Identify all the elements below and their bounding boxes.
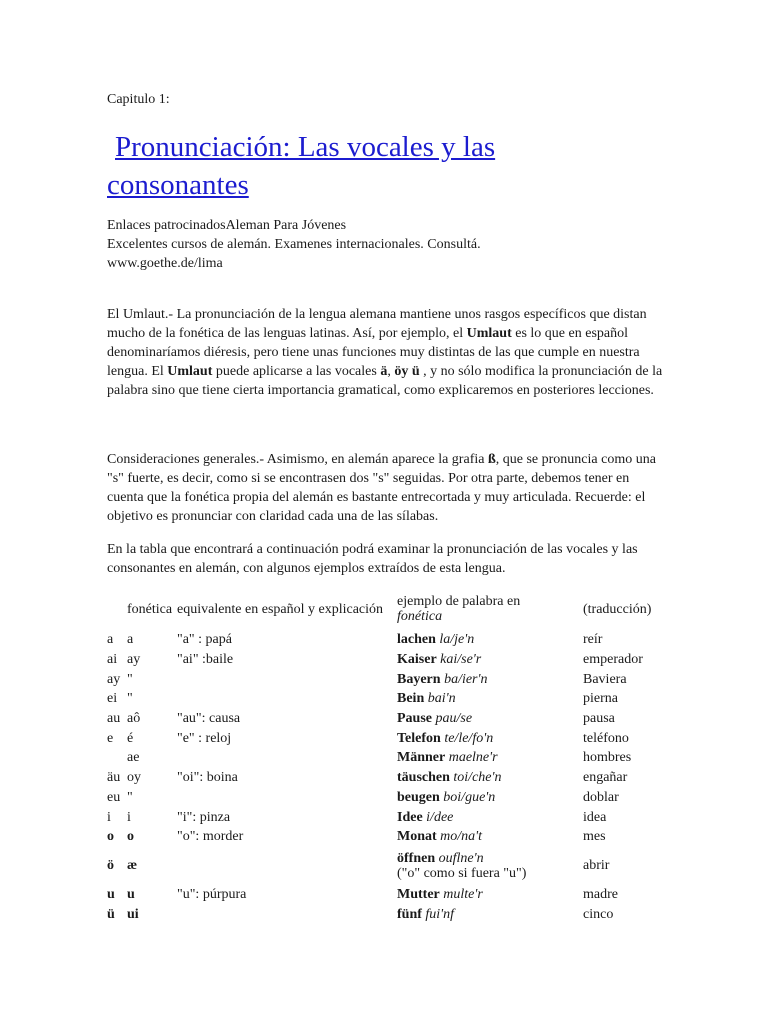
- example-phonetic: ouflne'n: [438, 850, 484, 866]
- title-link-line1[interactable]: Pronunciación: Las vocales y las: [115, 131, 496, 163]
- text-bold: ß: [487, 452, 496, 467]
- cell-equivalente: [177, 689, 397, 709]
- cell-ejemplo: [397, 827, 583, 847]
- table-row: [107, 827, 667, 847]
- cell-equivalente: "au": causa: [177, 711, 241, 727]
- cell-traduccion: pierna: [583, 691, 618, 707]
- cell-letter: äu: [107, 770, 121, 786]
- cell-traduccion: Baviera: [583, 671, 627, 687]
- cell-equivalente: "ai" :baile: [177, 652, 234, 668]
- cell-letter: u: [107, 886, 115, 902]
- cell-fonetica: ": [127, 671, 133, 687]
- example-phonetic: boi/gue'n: [443, 789, 496, 805]
- cell-letter: ü: [107, 906, 115, 922]
- cell-traduccion: abrir: [583, 858, 610, 874]
- cell-equivalente: "e" : reloj: [177, 730, 232, 746]
- cell-traduccion: doblar: [583, 789, 619, 805]
- table-row: [107, 728, 667, 748]
- cell-ejemplo: [397, 768, 583, 788]
- cell-equivalente: [177, 669, 397, 689]
- table-row: [107, 885, 667, 905]
- text-bold: Umlaut: [466, 326, 512, 341]
- cell-equivalente: "u": púrpura: [177, 886, 247, 902]
- text-bold: Umlaut: [167, 364, 213, 379]
- cell-equivalente: [177, 748, 397, 768]
- example-note: ("o" como si fuera "u"): [397, 865, 527, 881]
- example-word: beugen: [397, 789, 440, 805]
- example-word: Idee: [397, 809, 423, 825]
- example-phonetic: la/je'n: [439, 632, 475, 648]
- table-row: [107, 788, 667, 808]
- table-row: [107, 689, 667, 709]
- example-word: Männer: [397, 750, 446, 766]
- example-phonetic: fui'nf: [425, 906, 455, 922]
- cell-fonetica: ae: [127, 750, 140, 766]
- example-word: fünf: [397, 906, 422, 922]
- cell-letter: e: [107, 730, 114, 746]
- cell-letter: ai: [107, 652, 118, 668]
- cell-traduccion: hombres: [583, 750, 632, 766]
- cell-fonetica: o: [127, 829, 134, 845]
- header-ejemplo-text: ejemplo de palabra en: [397, 594, 521, 609]
- table-header: [107, 588, 667, 630]
- example-word: Kaiser: [397, 652, 437, 668]
- cell-fonetica: ui: [127, 906, 139, 922]
- sponsored-links: [107, 216, 481, 273]
- text: , que se pronuncia como una "s" fuerte, es decir, como si se encontrasen dos "s" seguidas. Por otra parte, debemos tener en cuenta que la fonética propia del alemán es bastante entrecortada y muy articulada. Recuerde: el objetivo es pronunciar con claridad cada una de las sílabas.: [107, 452, 656, 524]
- sponsor-line1[interactable]: Enlaces patrocinadosAleman Para Jóvenes: [107, 218, 347, 233]
- example-phonetic: kai/se'r: [440, 652, 482, 668]
- header-equivalente: equivalente en español y explicación: [177, 601, 384, 617]
- example-phonetic: pau/se: [435, 711, 473, 727]
- cell-letter: [107, 748, 127, 768]
- example-phonetic: i/dee: [426, 809, 454, 825]
- header-traduccion: (traducción): [583, 601, 652, 617]
- cell-letter: i: [107, 809, 111, 825]
- cell-fonetica: oy: [127, 770, 141, 786]
- cell-letter: o: [107, 829, 114, 845]
- example-word: Telefon: [397, 730, 441, 746]
- cell-traduccion: madre: [583, 886, 618, 902]
- text-bold: öy: [394, 364, 409, 379]
- cell-fonetica: aô: [127, 711, 141, 727]
- cell-ejemplo: [397, 669, 583, 689]
- cell-equivalente: [177, 847, 397, 885]
- cell-traduccion: cinco: [583, 906, 614, 922]
- table-row: [107, 709, 667, 729]
- example-phonetic: ba/ier'n: [444, 671, 488, 687]
- cell-traduccion: mes: [583, 829, 606, 845]
- cell-equivalente: [177, 788, 397, 808]
- cell-equivalente: "a" : papá: [177, 632, 232, 648]
- example-phonetic: te/le/fo'n: [444, 730, 494, 746]
- cell-equivalente: [177, 904, 397, 924]
- header-ejemplo-fonetica: fonética: [397, 609, 443, 624]
- cell-fonetica: æ: [127, 858, 138, 874]
- cell-traduccion: engañar: [583, 770, 628, 786]
- cell-fonetica: é: [127, 730, 134, 746]
- example-phonetic: toi/che'n: [453, 770, 502, 786]
- example-word: lachen: [397, 632, 436, 648]
- text-bold: ä: [380, 364, 388, 379]
- cell-ejemplo: [397, 904, 583, 924]
- title-link-line2[interactable]: consonantes: [107, 169, 249, 201]
- cell-traduccion: pausa: [583, 711, 615, 727]
- cell-fonetica: a: [127, 632, 134, 648]
- cell-fonetica: i: [127, 809, 131, 825]
- example-word: täuschen: [397, 770, 450, 786]
- cell-letter: ei: [107, 691, 118, 707]
- text: , y no sólo modifica la pronunciación de la palabra sino que tiene cierta importancia gramatical, como explicaremos en posteriores lecciones.: [107, 364, 663, 398]
- cell-traduccion: teléfono: [583, 730, 629, 746]
- pronunciation-table: [107, 588, 667, 924]
- cell-fonetica: ": [127, 789, 133, 805]
- cell-ejemplo: [397, 728, 583, 748]
- cell-fonetica: ": [127, 691, 133, 707]
- text: El Umlaut.- La pronunciación de la lengua alemana mantiene unos rasgos específicos que distan mucho de la fonética de las lenguas latinas. Así, por ejemplo, el: [107, 307, 647, 341]
- cell-fonetica: u: [127, 886, 135, 902]
- example-word: Bein: [397, 691, 425, 707]
- sponsor-line2: Excelentes cursos de alemán. Examenes internacionales. Consultá.: [107, 237, 481, 252]
- table-row: [107, 669, 667, 689]
- cell-ejemplo: [397, 650, 583, 670]
- table-row: [107, 807, 667, 827]
- cell-ejemplo: [397, 748, 583, 768]
- text-bold: ü: [411, 364, 420, 379]
- chapter-label: Capitulo 1:: [107, 92, 170, 107]
- cell-ejemplo: [397, 689, 583, 709]
- cell-ejemplo: [397, 788, 583, 808]
- cell-traduccion: emperador: [583, 652, 643, 668]
- cell-letter: ö: [107, 858, 114, 874]
- example-word: Monat: [397, 829, 437, 845]
- example-word: öffnen: [397, 850, 436, 866]
- text: puede aplicarse a las vocales: [212, 364, 381, 379]
- sponsor-url[interactable]: www.goethe.de/lima: [107, 256, 223, 271]
- example-phonetic: mo/na't: [440, 829, 483, 845]
- cell-letter: eu: [107, 789, 121, 805]
- table-row: [107, 768, 667, 788]
- table-row: [107, 748, 667, 768]
- cell-letter: a: [107, 632, 114, 648]
- cell-equivalente: "oi": boina: [177, 770, 238, 786]
- cell-equivalente: "i": pinza: [177, 809, 231, 825]
- example-phonetic: maelne'r: [448, 750, 498, 766]
- example-word: Mutter: [397, 886, 440, 902]
- cell-traduccion: reír: [583, 632, 603, 648]
- cell-ejemplo: [397, 807, 583, 827]
- table-row: [107, 904, 667, 924]
- table-row: [107, 650, 667, 670]
- cell-letter: ay: [107, 671, 121, 687]
- header-ejemplo: [397, 588, 583, 630]
- table-row: [107, 847, 667, 885]
- example-word: Bayern: [397, 671, 441, 687]
- cell-traduccion: idea: [583, 809, 607, 825]
- example-phonetic: bai'n: [427, 691, 456, 707]
- header-letter: [107, 588, 127, 630]
- paragraph-umlaut: [107, 305, 663, 400]
- cell-fonetica: ay: [127, 652, 141, 668]
- paragraph-consideraciones: [107, 450, 663, 526]
- example-phonetic: multe'r: [443, 886, 483, 902]
- header-fonetica: fonética: [127, 601, 173, 617]
- page-title: [107, 128, 667, 204]
- cell-equivalente: "o": morder: [177, 829, 244, 845]
- table-row: [107, 630, 667, 650]
- cell-ejemplo: [397, 630, 583, 650]
- example-word: Pause: [397, 711, 432, 727]
- paragraph-tabla-intro: En la tabla que encontrará a continuación podrá examinar la pronunciación de las vocales y las consonantes en alemán, con algunos ejemplos extraídos de esta lengua.: [107, 542, 638, 576]
- text: Consideraciones generales.- Asimismo, en alemán aparece la grafia: [107, 452, 488, 467]
- text: ,: [387, 364, 395, 379]
- text: es lo que en español denominaríamos diéresis, pero tiene unas funciones muy distintas de las que cumple en nuestra lengua. El: [107, 326, 640, 379]
- cell-ejemplo: [397, 709, 583, 729]
- cell-ejemplo: [397, 847, 583, 885]
- cell-ejemplo: [397, 885, 583, 905]
- cell-letter: au: [107, 711, 121, 727]
